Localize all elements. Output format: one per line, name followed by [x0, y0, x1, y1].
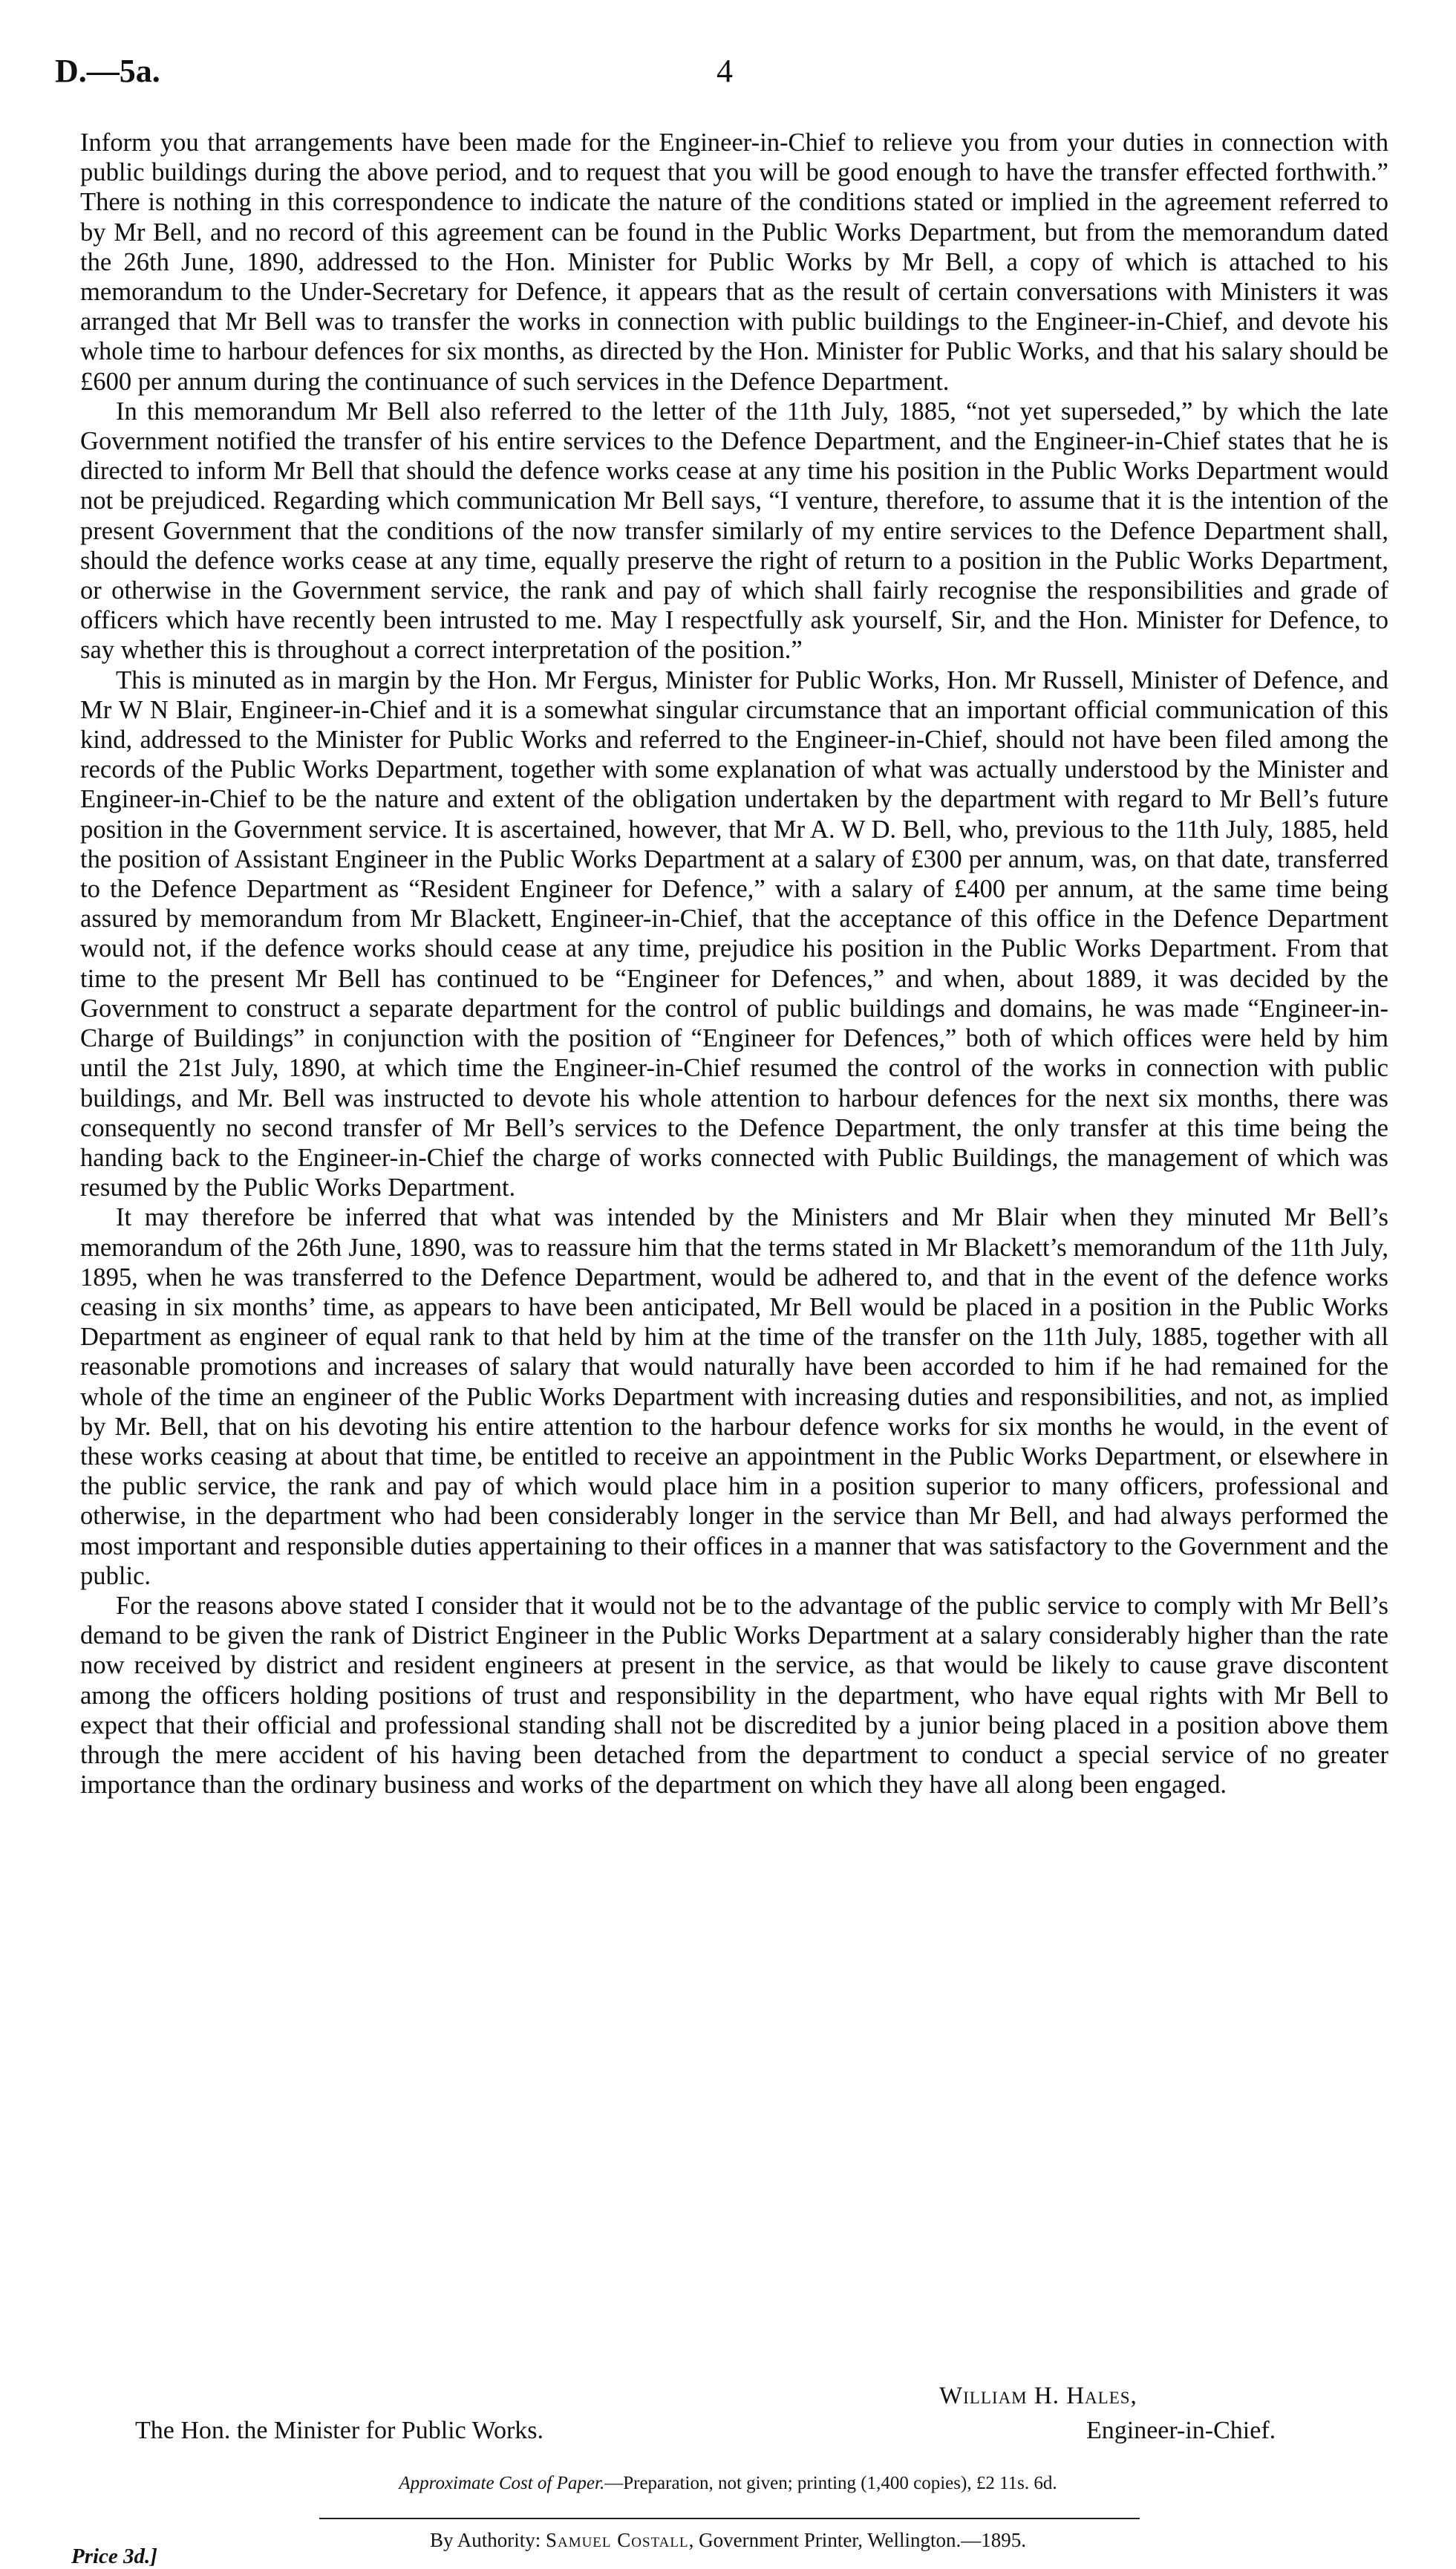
authority-prefix: By Authority:	[429, 2529, 546, 2551]
cost-label: Approximate Cost of Paper.	[399, 2473, 605, 2493]
price-note: Price 3d.]	[71, 2544, 157, 2568]
cost-of-paper-note	[0, 2473, 1456, 2494]
printer-name: Samuel Costall	[545, 2529, 689, 2551]
signatory-name: William H. Hales,	[939, 2383, 1137, 2409]
addressee: The Hon. the Minister for Public Works.	[135, 2417, 544, 2444]
paragraph: Inform you that arrangements have been made for the Engineer-in-Chief to relieve you from your duties in connection with public buildings during the above period, and to request that you will be good enough to have the transfer effected forthwith.” There is nothing in this correspondence to indicate the nature of the conditions stated or implied in the agreement referred to by Mr Bell, and no record of this agreement can be found in the Public Works Department, but from the memorandum dated the 26th June, 1890, addressed to the Hon. Minister for Public Works by Mr Bell, a copy of which is attached to his memorandum to the Under-Secretary for Defence, it appears that as the result of certain conversations with Ministers it was arranged that Mr Bell was to transfer the works in connection with public buildings to the Engineer-in-Chief, and devote his whole time to harbour defences for six months, as directed by the Hon. Minister for Public Works, and that his salary should be £600 per annum during the continuance of such services in the Defence Department.	[80, 128, 1388, 396]
authority-suffix: , Government Printer, Wellington.—1895.	[688, 2529, 1027, 2551]
page-number: 4	[716, 53, 733, 89]
paragraph: For the reasons above stated I consider that it would not be to the advantage of the public service to comply with Mr Bell’s demand to be given the rank of District Engineer in the Public Works Department at a salary considerably higher than the rate now received by district and resident engineers at present in the service, as that would be likely to cause grave discontent among the officers holding positions of trust and responsibility in the department, who have equal rights with Mr Bell to expect that their official and professional standing shall not be discredited by a junior being placed in a position above them through the mere accident of his having been detached from the department to conduct a special service of no greater importance than the ordinary business and works of the department on which they have all along been engaged.	[80, 1591, 1388, 1800]
series-reference: D.—5a.	[55, 53, 160, 89]
cost-text: —Preparation, not given; printing (1,400 copies), £2 11s. 6d.	[604, 2473, 1057, 2493]
paragraph: This is minuted as in margin by the Hon. Mr Fergus, Minister for Public Works, Hon. Mr Russell, Minister of Defence, and Mr W N Blair, Engineer-in-Chief and it is a somewhat singular circumstance that an important official communication of this kind, addressed to the Minister for Public Works and referred to the Engineer-in-Chief, should not have been filed among the records of the Public Works Department, together with some explanation of what was actually understood by the Minister and Engineer-in-Chief to be the nature and extent of the obligation undertaken by the department with regard to Mr Bell’s future position in the Government service. It is ascertained, however, that Mr A. W D. Bell, who, previous to the 11th July, 1885, held the position of Assistant Engineer in the Public Works Department at a salary of £300 per annum, was, on that date, transferred to the Defence Department as “Resident Engineer for Defence,” with a salary of £400 per annum, at the same time being assured by memorandum from Mr Blackett, Engineer-in-Chief, that the acceptance of this office in the Defence Department would not, if the defence works should cease at any time, prejudice his position in the Public Works Department. From that time to the present Mr Bell has continued to be “Engineer for Defences,” and when, about 1889, it was decided by the Government to construct a separate department for the control of public buildings and domains, he was made “Engineer-in-Charge of Buildings” in conjunction with the position of “Engineer for Defences,” both of which offices were held by him until the 21st July, 1890, at which time the Engineer-in-Chief resumed the control of the works in connection with public buildings, and Mr. Bell was instructed to devote his whole attention to harbour defences for the next six months, there was consequently no second transfer of Mr Bell’s services to the Defence Department, the only transfer at this time being the handing back to the Engineer-in-Chief the charge of works connected with Public Buildings, the management of which was resumed by the Public Works Department.	[80, 665, 1388, 1202]
printer-authority	[0, 2529, 1456, 2552]
signatory-title: Engineer-in-Chief.	[1086, 2417, 1276, 2444]
body-text	[80, 128, 1388, 1800]
paragraph: In this memorandum Mr Bell also referred to the letter of the 11th July, 1885, “not yet superseded,” by which the late Government notified the transfer of his entire services to the Defence Department, and the Engineer-in-Chief states that he is directed to inform Mr Bell that should the defence works cease at any time his position in the Public Works Department would not be prejudiced. Regarding which communication Mr Bell says, “I venture, therefore, to assume that it is the intention of the present Government that the conditions of the now transfer similarly of my entire services to the Defence Department shall, should the defence works cease at any time, equally preserve the right of return to a position in the Public Works Department, or otherwise in the Government service, the rank and pay of which shall fairly recognise the responsibilities and grade of officers which have recently been intrusted to me. May I respectfully ask yourself, Sir, and the Hon. Minister for Defence, to say whether this is throughout a correct interpretation of the position.”	[80, 397, 1388, 665]
paragraph: It may therefore be inferred that what was intended by the Ministers and Mr Blair when they minuted Mr Bell’s memorandum of the 26th June, 1890, was to reassure him that the terms stated in Mr Blackett’s memorandum of the 11th July, 1895, when he was transferred to the Defence Department, would be adhered to, and that in the event of the defence works ceasing in six months’ time, as appears to have been anticipated, Mr Bell would be placed in a position in the Public Works Department as engineer of equal rank to that held by him at the time of the transfer on the 11th July, 1885, together with all reasonable promotions and increases of salary that would naturally have been accorded to him if he had remained for the whole of the time an engineer of the Public Works Department with increasing duties and responsibilities, and not, as implied by Mr. Bell, that on his devoting his entire attention to the harbour defence works for six months he would, in the event of these works ceasing at about that time, be entitled to receive an appointment in the Public Works Department, or elsewhere in the public service, the rank and pay of which would place him in a position superior to many officers, professional and otherwise, in the department who had been considerably longer in the service than Mr Bell, and had always performed the most important and responsible duties appertaining to their offices in a manner that was satisfactory to the Government and the public.	[80, 1203, 1388, 1590]
footer-rule	[319, 2518, 1140, 2519]
